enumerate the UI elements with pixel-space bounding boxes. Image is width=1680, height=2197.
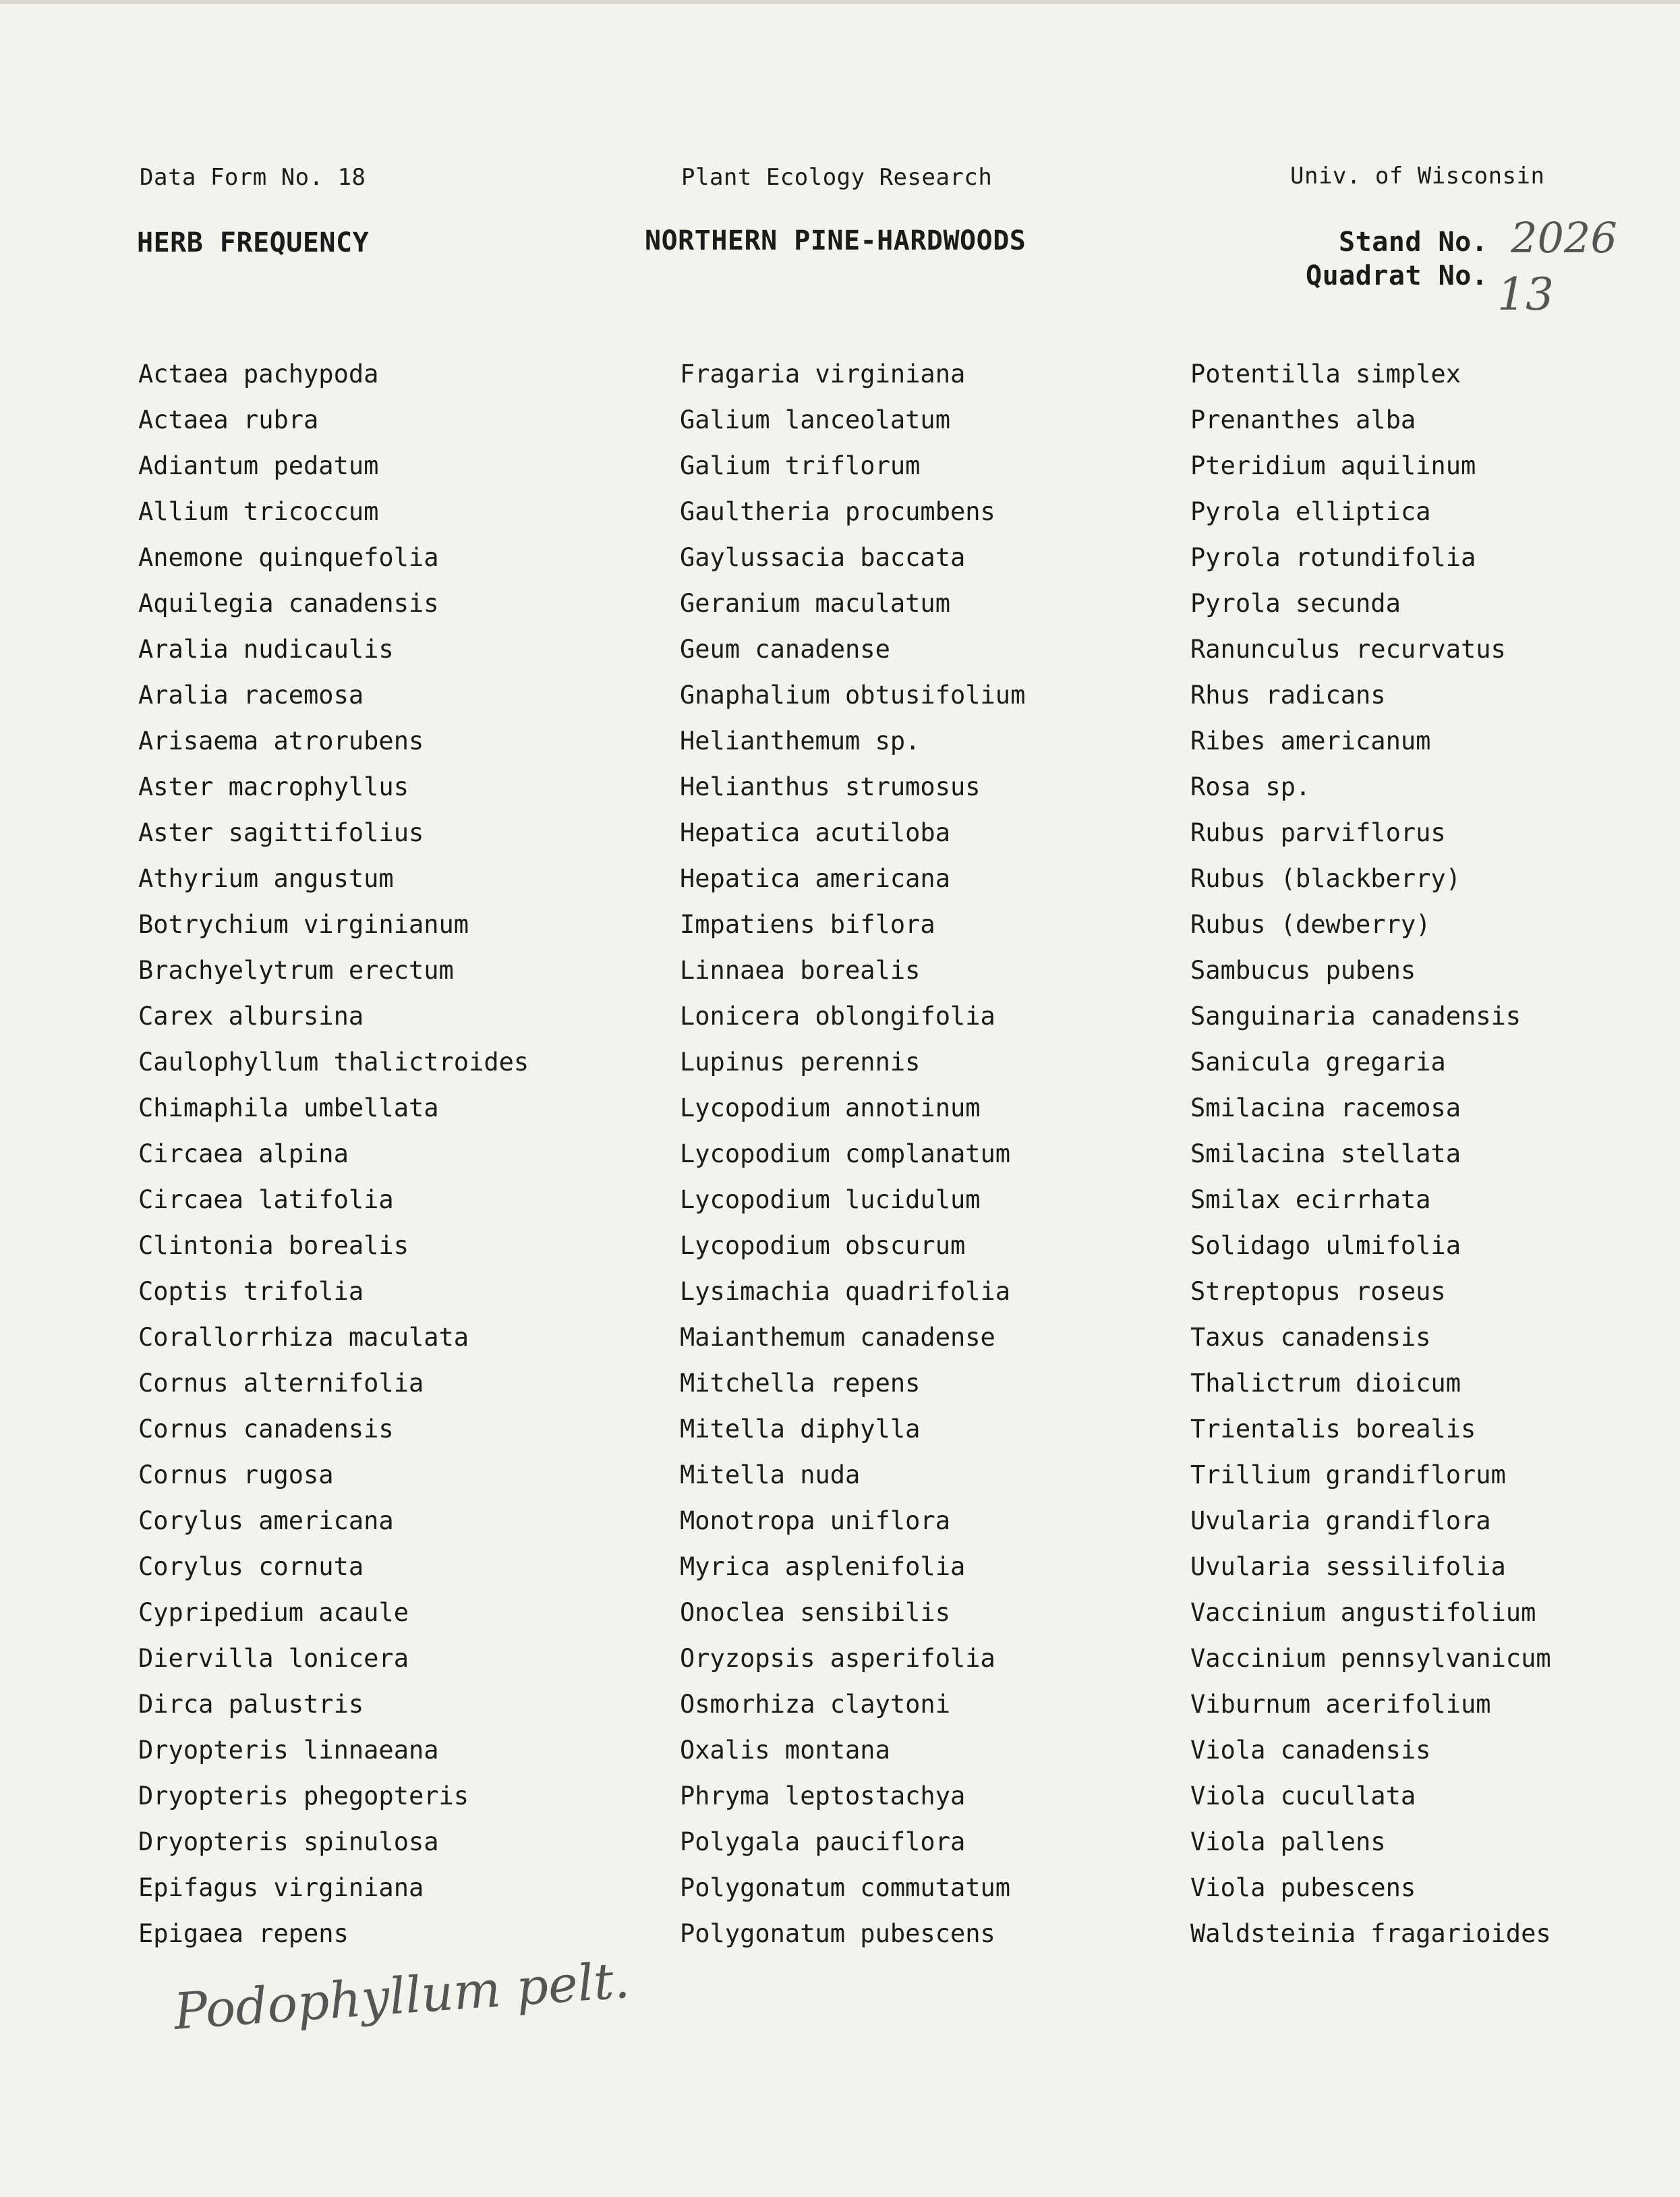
- species-item: Aralia nudicaulis: [138, 635, 394, 664]
- handwritten-note: Podophyllum pelt.: [172, 1951, 632, 2041]
- species-item: Actaea rubra: [138, 405, 319, 434]
- form-title: HERB FREQUENCY: [137, 227, 370, 258]
- species-item: Fragaria virginiana: [680, 360, 966, 389]
- species-item: Vaccinium pennsylvanicum: [1190, 1644, 1551, 1673]
- species-item: Rubus (dewberry): [1190, 910, 1431, 939]
- species-item: Coptis trifolia: [138, 1277, 364, 1306]
- species-item: Helianthemum sp.: [680, 726, 921, 755]
- species-item: Viola pubescens: [1190, 1873, 1416, 1902]
- species-item: Aquilegia canadensis: [138, 589, 439, 618]
- species-item: Smilacina stellata: [1190, 1139, 1461, 1168]
- species-item: Rosa sp.: [1190, 772, 1311, 801]
- species-item: Maianthemum canadense: [680, 1323, 995, 1352]
- species-item: Smilacina racemosa: [1190, 1093, 1461, 1122]
- species-item: Gnaphalium obtusifolium: [680, 681, 1026, 710]
- quadrat-number-handwritten: 13: [1497, 268, 1554, 320]
- species-item: Rhus radicans: [1190, 681, 1386, 710]
- species-item: Polygonatum pubescens: [680, 1919, 995, 1948]
- species-item: Smilax ecirrhata: [1190, 1185, 1431, 1214]
- species-item: Dirca palustris: [138, 1690, 364, 1719]
- species-item: Phryma leptostachya: [680, 1781, 966, 1810]
- species-item: Monotropa uniflora: [680, 1506, 950, 1535]
- species-item: Mitella diphylla: [680, 1415, 921, 1444]
- species-item: Polygonatum commutatum: [680, 1873, 1011, 1902]
- species-item: Helianthus strumosus: [680, 772, 981, 801]
- species-item: Sambucus pubens: [1190, 956, 1416, 985]
- species-item: Rubus (blackberry): [1190, 864, 1461, 893]
- species-item: Lycopodium annotinum: [680, 1093, 981, 1122]
- university-name: Univ. of Wisconsin: [1290, 163, 1545, 190]
- species-item: Osmorhiza claytoni: [680, 1690, 950, 1719]
- species-item: Prenanthes alba: [1190, 405, 1416, 434]
- species-item: Diervilla lonicera: [138, 1644, 409, 1673]
- stand-number-handwritten: 2026: [1511, 213, 1617, 262]
- species-item: Corylus cornuta: [138, 1552, 364, 1581]
- species-item: Hepatica americana: [680, 864, 950, 893]
- species-item: Trillium grandiflorum: [1190, 1460, 1506, 1489]
- species-item: Viola cucullata: [1190, 1781, 1416, 1810]
- species-item: Streptopus roseus: [1190, 1277, 1446, 1306]
- species-item: Geum canadense: [680, 635, 890, 664]
- species-item: Dryopteris spinulosa: [138, 1827, 439, 1856]
- species-item: Trientalis borealis: [1190, 1415, 1476, 1444]
- species-item: Taxus canadensis: [1190, 1323, 1431, 1352]
- species-item: Pyrola elliptica: [1190, 497, 1431, 526]
- species-item: Epigaea repens: [138, 1919, 349, 1948]
- species-item: Lonicera oblongifolia: [680, 1002, 995, 1031]
- species-item: Sanguinaria canadensis: [1190, 1002, 1522, 1031]
- form-number: Data Form No. 18: [140, 164, 366, 191]
- species-item: Waldsteinia fragarioides: [1190, 1919, 1551, 1948]
- organization-name: Plant Ecology Research: [681, 164, 993, 191]
- species-item: Galium lanceolatum: [680, 405, 950, 434]
- species-item: Brachyelytrum erectum: [138, 956, 454, 985]
- page-top-edge: [0, 0, 1680, 4]
- species-item: Gaultheria procumbens: [680, 497, 995, 526]
- species-item: Rubus parviflorus: [1190, 818, 1446, 847]
- species-item: Thalictrum dioicum: [1190, 1369, 1461, 1398]
- species-item: Dryopteris linnaeana: [138, 1736, 439, 1765]
- species-item: Linnaea borealis: [680, 956, 921, 985]
- species-item: Lupinus perennis: [680, 1048, 921, 1077]
- species-item: Anemone quinquefolia: [138, 543, 439, 572]
- species-item: Botrychium virginianum: [138, 910, 469, 939]
- species-item: Sanicula gregaria: [1190, 1048, 1446, 1077]
- species-item: Cypripedium acaule: [138, 1598, 409, 1627]
- species-item: Aster sagittifolius: [138, 818, 424, 847]
- species-item: Onoclea sensibilis: [680, 1598, 950, 1627]
- species-item: Cornus alternifolia: [138, 1369, 424, 1398]
- species-item: Caulophyllum thalictroides: [138, 1048, 529, 1077]
- species-item: Ranunculus recurvatus: [1190, 635, 1506, 664]
- quadrat-label: Quadrat No.: [1306, 260, 1488, 291]
- species-item: Chimaphila umbellata: [138, 1093, 439, 1122]
- species-item: Corallorrhiza maculata: [138, 1323, 469, 1352]
- species-item: Oryzopsis asperifolia: [680, 1644, 995, 1673]
- species-item: Lycopodium obscurum: [680, 1231, 966, 1260]
- species-item: Pteridium aquilinum: [1190, 451, 1476, 480]
- species-item: Galium triflorum: [680, 451, 921, 480]
- species-item: Mitella nuda: [680, 1460, 861, 1489]
- species-column-1: [138, 356, 529, 1962]
- species-item: Impatiens biflora: [680, 910, 935, 939]
- species-item: Viburnum acerifolium: [1190, 1690, 1491, 1719]
- species-item: Vaccinium angustifolium: [1190, 1598, 1536, 1627]
- species-item: Polygala pauciflora: [680, 1827, 966, 1856]
- species-item: Circaea latifolia: [138, 1185, 394, 1214]
- species-item: Cornus canadensis: [138, 1415, 394, 1444]
- species-item: Uvularia sessilifolia: [1190, 1552, 1506, 1581]
- species-item: Epifagus virginiana: [138, 1873, 424, 1902]
- species-item: Cornus rugosa: [138, 1460, 334, 1489]
- species-item: Oxalis montana: [680, 1736, 890, 1765]
- community-title: NORTHERN PINE-HARDWOODS: [645, 225, 1026, 256]
- species-item: Viola canadensis: [1190, 1736, 1431, 1765]
- species-column-2: [680, 356, 1025, 1962]
- species-item: Lycopodium lucidulum: [680, 1185, 981, 1214]
- species-column-3: [1190, 356, 1551, 1962]
- species-item: Corylus americana: [138, 1506, 394, 1535]
- species-item: Ribes americanum: [1190, 726, 1431, 755]
- species-item: Mitchella repens: [680, 1369, 921, 1398]
- species-item: Allium tricoccum: [138, 497, 379, 526]
- species-item: Adiantum pedatum: [138, 451, 379, 480]
- species-item: Aralia racemosa: [138, 681, 364, 710]
- species-item: Myrica asplenifolia: [680, 1552, 966, 1581]
- species-item: Lysimachia quadrifolia: [680, 1277, 1011, 1306]
- species-item: Uvularia grandiflora: [1190, 1506, 1491, 1535]
- species-item: Hepatica acutiloba: [680, 818, 950, 847]
- species-item: Solidago ulmifolia: [1190, 1231, 1461, 1260]
- species-item: Lycopodium complanatum: [680, 1139, 1011, 1168]
- species-item: Pyrola rotundifolia: [1190, 543, 1476, 572]
- stand-label: Stand No.: [1339, 227, 1488, 258]
- species-item: Gaylussacia baccata: [680, 543, 966, 572]
- species-item: Arisaema atrorubens: [138, 726, 424, 755]
- species-item: Athyrium angustum: [138, 864, 394, 893]
- species-item: Circaea alpina: [138, 1139, 349, 1168]
- species-item: Clintonia borealis: [138, 1231, 409, 1260]
- species-item: Geranium maculatum: [680, 589, 950, 618]
- species-item: Pyrola secunda: [1190, 589, 1401, 618]
- species-item: Dryopteris phegopteris: [138, 1781, 469, 1810]
- species-item: Viola pallens: [1190, 1827, 1386, 1856]
- species-item: Potentilla simplex: [1190, 360, 1461, 389]
- species-item: Aster macrophyllus: [138, 772, 409, 801]
- species-item: Actaea pachypoda: [138, 360, 379, 389]
- species-item: Carex albursina: [138, 1002, 364, 1031]
